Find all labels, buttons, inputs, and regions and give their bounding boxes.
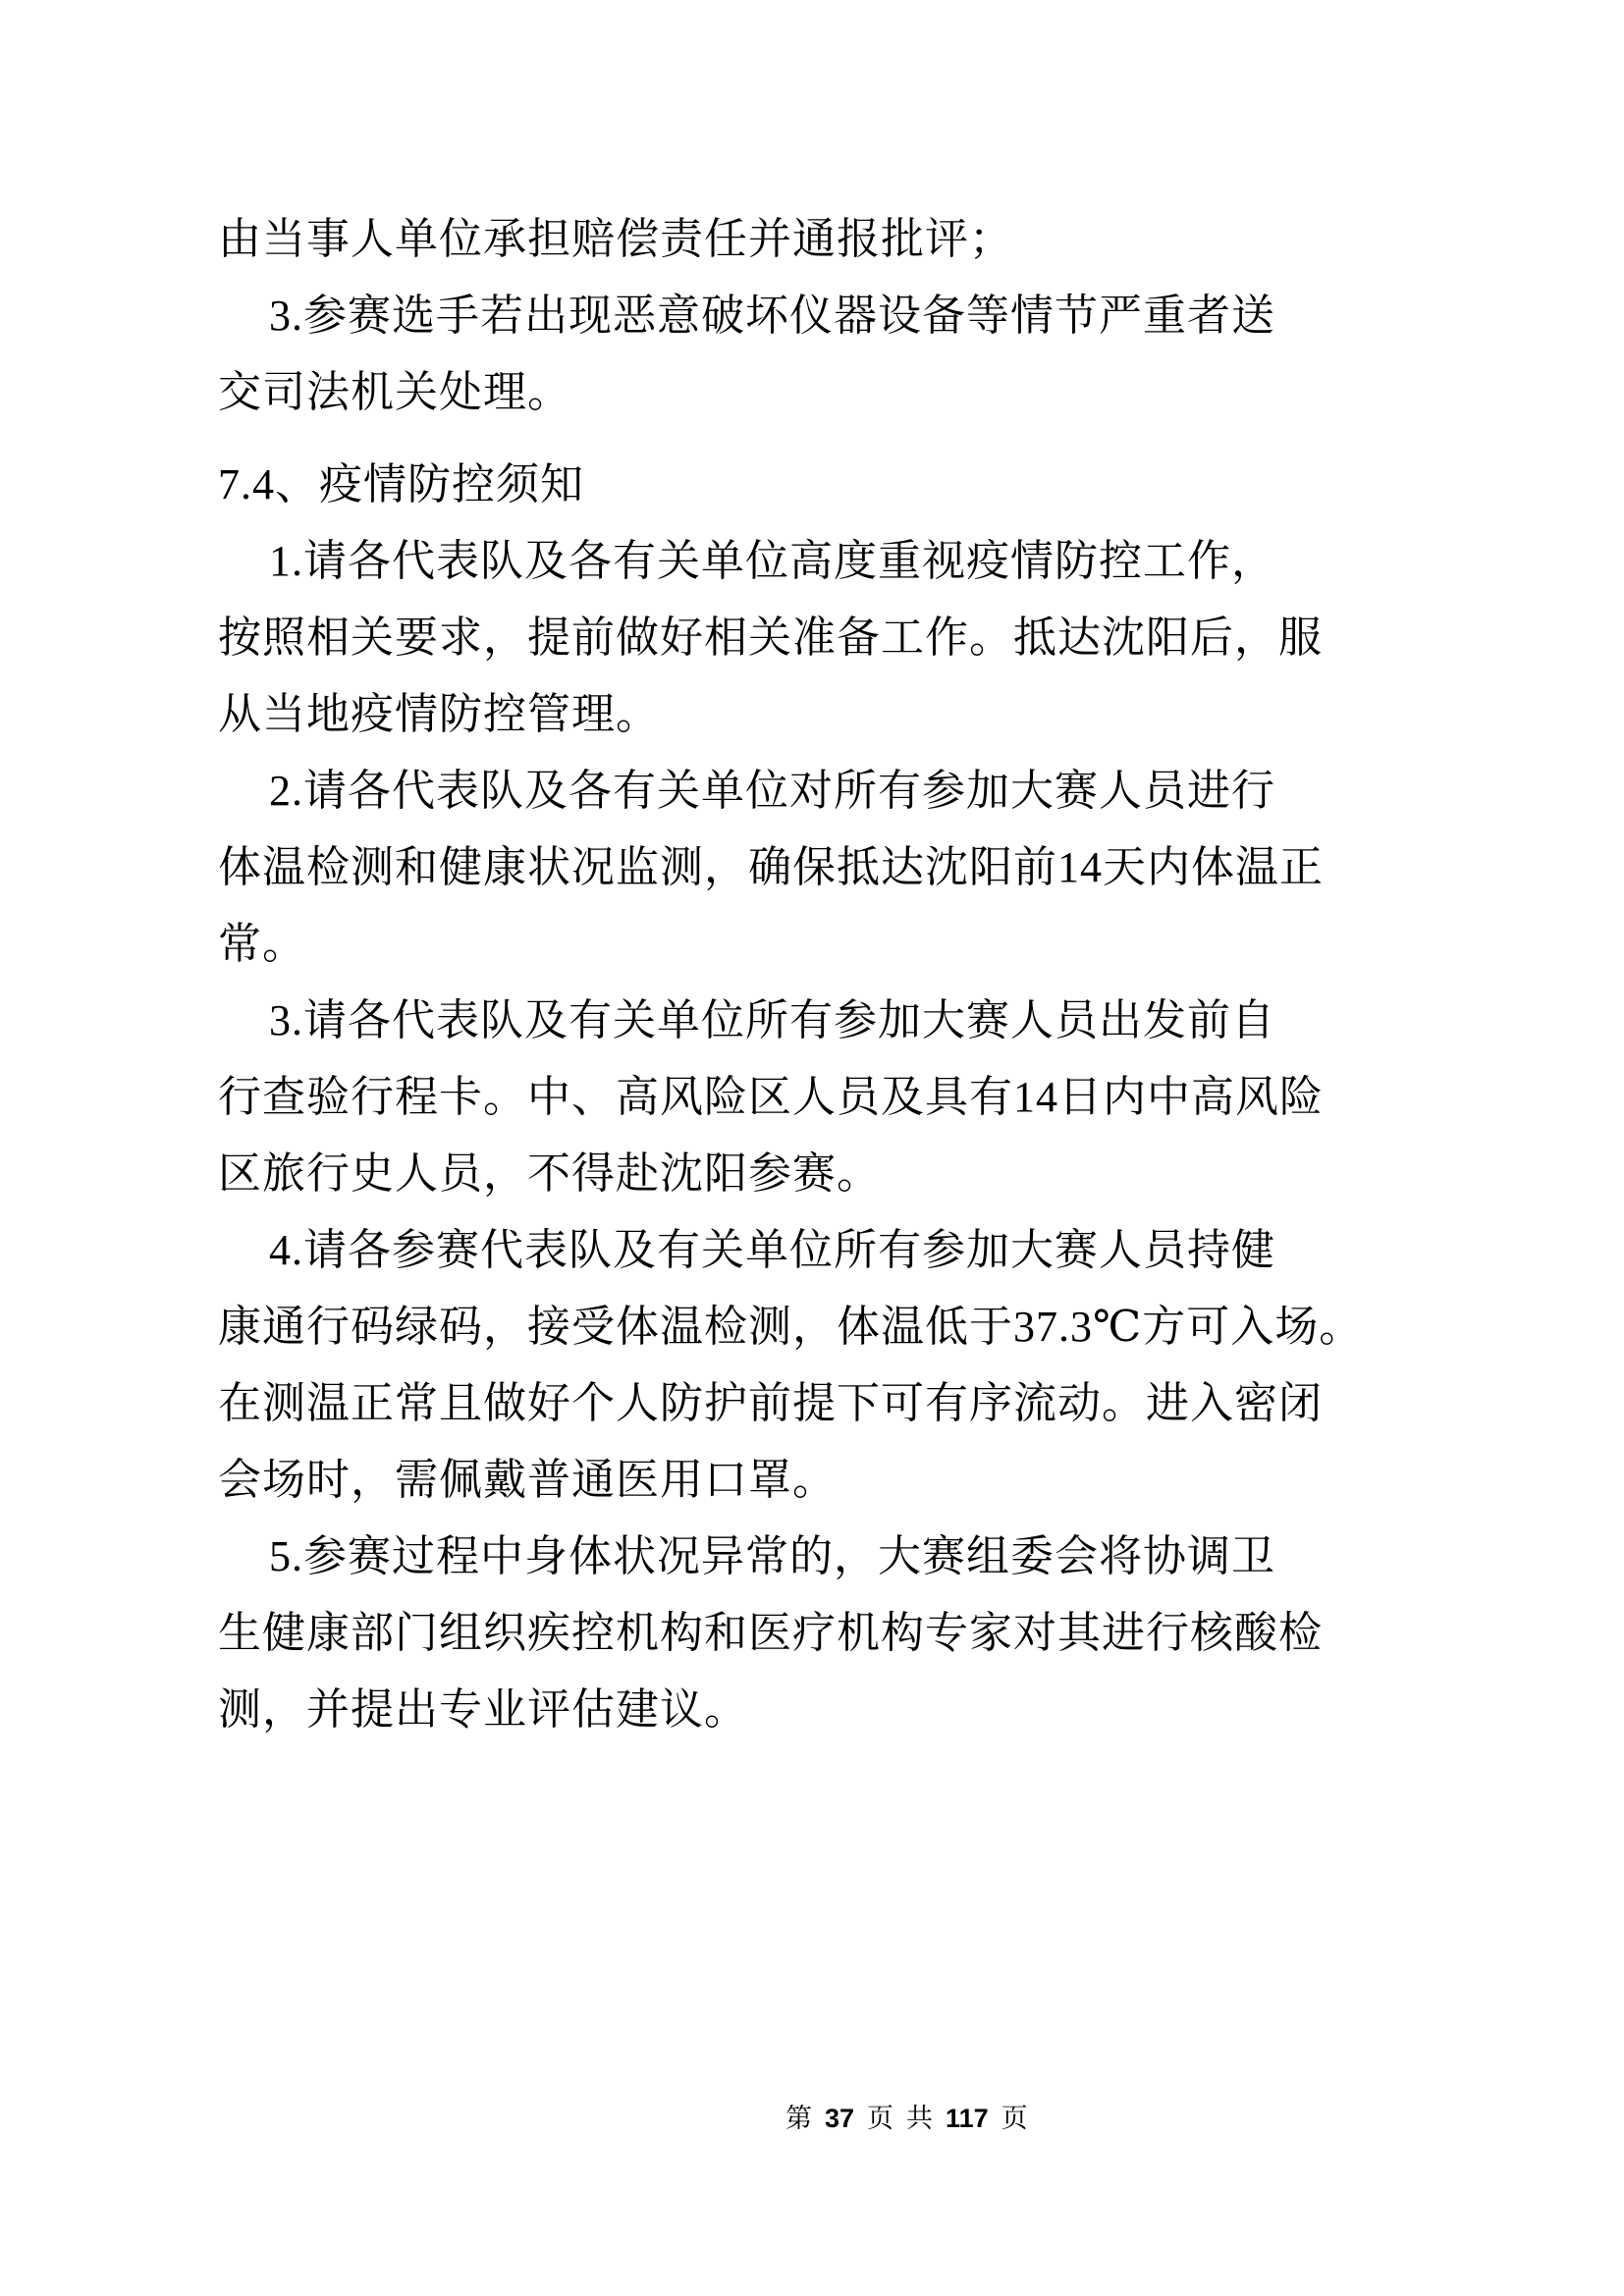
- text-line: 5.参赛过程中身体状况异常的，大赛组委会将协调卫: [269, 1532, 1275, 1580]
- page-number: 37: [825, 2104, 855, 2133]
- text-line: 4.请各参赛代表队及有关单位所有参加大赛人员持健: [269, 1226, 1275, 1274]
- total-pages: 117: [946, 2104, 989, 2133]
- text-line: 由当事人单位承担赔偿责任并通报批评；: [218, 215, 1013, 263]
- page-body: [218, 201, 1377, 1748]
- text-line: 行查验行程卡。中、高风险区人员及具有14日内中高风险: [218, 1073, 1324, 1121]
- page-footer: [785, 2101, 1028, 2136]
- text-line: 生健康部门组织疾控机构和医疗机构专家对其进行核酸检: [218, 1609, 1323, 1657]
- text-line: 2.请各代表队及各有关单位对所有参加大赛人员进行: [269, 767, 1275, 815]
- text-line: 测，并提出专业评估建议。: [218, 1685, 748, 1734]
- footer-label: 页: [867, 2104, 894, 2133]
- text-line: 区旅行史人员，不得赴沈阳参赛。: [218, 1149, 881, 1198]
- text-line: 3.请各代表队及有关单位所有参加大赛人员出发前自: [269, 996, 1275, 1044]
- text-line: 体温检测和健康状况监测，确保抵达沈阳前14天内体温正: [218, 843, 1324, 891]
- text-line: 3.参赛选手若出现恶意破坏仪器设备等情节严重者送: [269, 292, 1275, 340]
- section-heading: 7.4、疫情防控须知: [218, 460, 584, 508]
- footer-label: 共: [906, 2104, 934, 2133]
- text-line: 会场时，需佩戴普通医用口罩。: [218, 1456, 837, 1504]
- text-line: 交司法机关处理。: [218, 368, 571, 416]
- text-line: 常。: [218, 920, 306, 968]
- text-line: 按照相关要求，提前做好相关准备工作。抵达沈阳后，服: [218, 614, 1323, 662]
- text-line: 1.请各代表队及各有关单位高度重视疫情防控工作，: [269, 537, 1275, 585]
- text-line: 从当地疫情防控管理。: [218, 690, 660, 738]
- text-line: 在测温正常且做好个人防护前提下可有序流动。进入密闭: [218, 1379, 1323, 1427]
- footer-label: 页: [1001, 2104, 1028, 2133]
- footer-label: 第: [785, 2104, 812, 2133]
- text-line: 康通行码绿码，接受体温检测，体温低于37.3℃方可入场。: [218, 1303, 1364, 1351]
